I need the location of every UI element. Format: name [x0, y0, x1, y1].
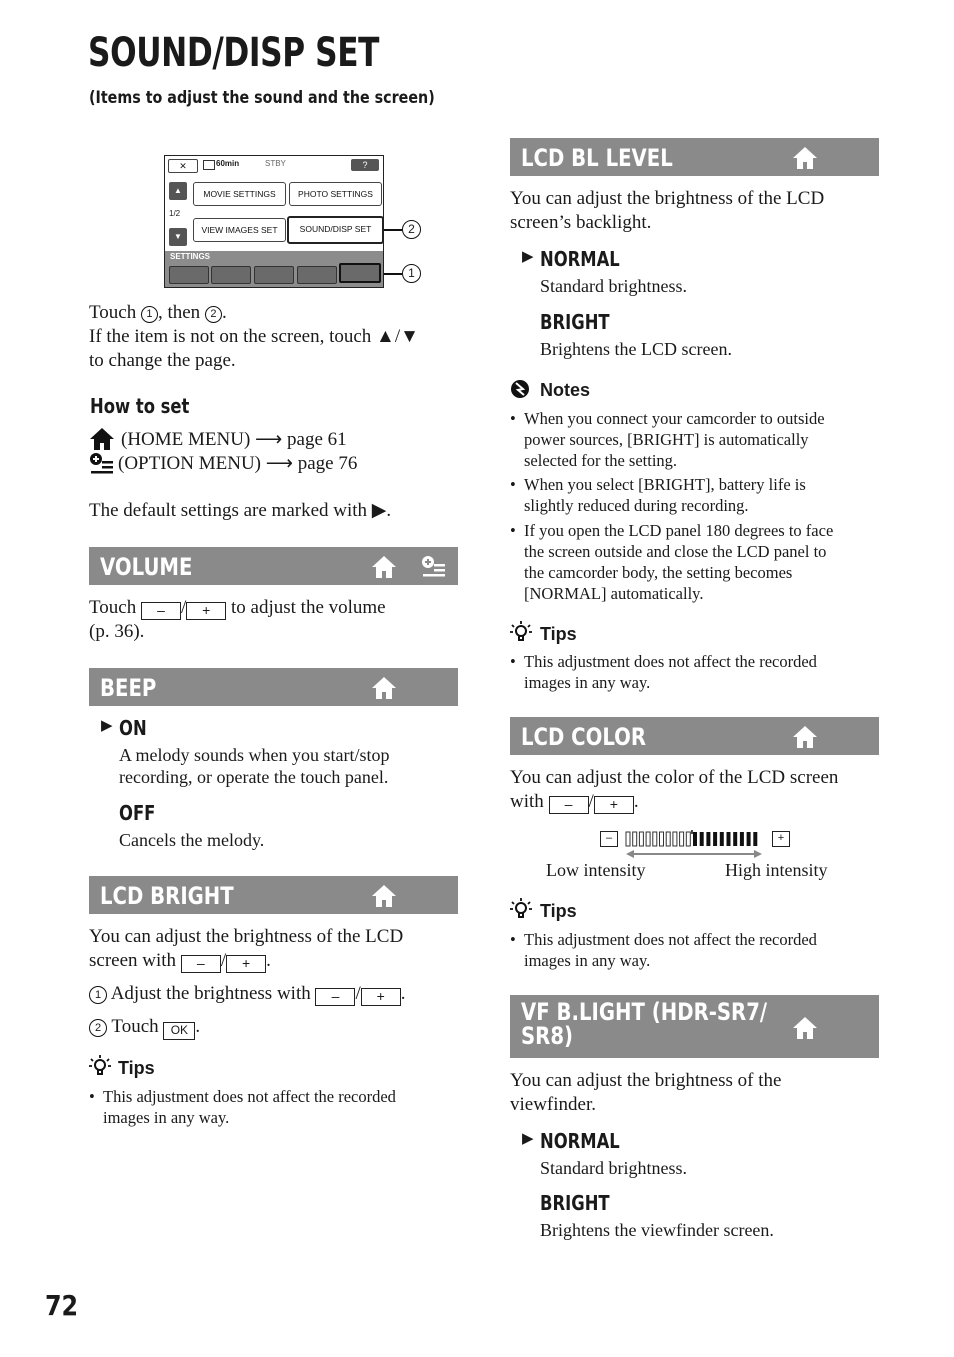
circled-2: 2 [89, 1019, 107, 1037]
callout-1: 1 [402, 264, 421, 283]
callout-2: 2 [402, 220, 421, 239]
how-to-set-heading: How to set [90, 394, 190, 418]
lcd-color-line-2: with – / + . [510, 791, 639, 812]
lcd-bl-tips-heading: Tips [540, 624, 577, 644]
lcd-screen-illustration [164, 155, 384, 288]
close-button[interactable]: ✕ [168, 159, 198, 173]
print-tab-icon[interactable] [297, 266, 337, 284]
volume-line-1: Touch – / + to adjust the volume [89, 597, 386, 618]
page-up-button[interactable]: ▲ [169, 182, 187, 200]
lcd-bl-normal-option [522, 247, 620, 271]
lcd-bl-normal-desc: Standard brightness. [540, 276, 687, 296]
double-arrow-icon [626, 850, 762, 858]
playback-tab-icon[interactable] [211, 266, 251, 284]
intensity-segment [693, 832, 697, 846]
intensity-segment [706, 832, 710, 846]
lcd-bl-level-header [510, 138, 879, 176]
beep-heading: BEEP [100, 674, 157, 702]
volume-line-2: (p. 36). [89, 621, 145, 642]
home-icon [792, 1016, 818, 1040]
lcd-bright-line-1: You can adjust the brightness of the LCD [89, 926, 404, 947]
default-marker: ▶ [522, 249, 534, 265]
notes-icon [510, 379, 530, 399]
minus-button: – [141, 602, 181, 620]
lcd-bright-step-1: 1 Adjust the brightness with – / + . [89, 982, 406, 1006]
page-indicator: 1/2 [169, 209, 181, 218]
intensity-segment [753, 832, 757, 846]
photo-settings-button[interactable]: PHOTO SETTINGS [289, 182, 382, 206]
intensity-segment [660, 832, 664, 846]
beep-on-label: ON [119, 716, 147, 740]
color-intensity-bar [624, 830, 766, 860]
intensity-segment [727, 832, 731, 846]
lcd-color-heading: LCD COLOR [521, 723, 647, 751]
note-item: • When you connect your camcorder to outside power sources, [BRIGHT] is automatically selected for the setting. [510, 409, 825, 470]
minus-button: – [315, 988, 355, 1006]
page-title: SOUND/DISP SET [88, 30, 380, 76]
ok-button: OK [163, 1022, 195, 1040]
circled-1: 1 [89, 986, 107, 1004]
lcd-bright-line-2: screen with – / + . [89, 950, 271, 971]
lightbulb-icon [510, 898, 532, 920]
intro-line-2: If the item is not on the screen, touch ▲/▼ [89, 326, 419, 347]
default-marker: ▶ [522, 1131, 534, 1147]
home-icon [792, 146, 818, 170]
vf-blight-line-1: You can adjust the brightness of the [510, 1070, 782, 1091]
color-minus-box: – [600, 831, 618, 847]
camera-tab-icon[interactable] [169, 266, 209, 284]
note-item: • If you open the LCD panel 180 degrees to face the screen outside and close the LCD panel to the camcorder body, the setting becomes [NORMAL] automatically. [510, 521, 834, 603]
home-icon [371, 676, 397, 700]
high-intensity-label: High intensity [725, 860, 828, 880]
intro-line-3: to change the page. [89, 350, 236, 371]
intensity-segment [713, 832, 717, 846]
vf-blight-heading-2: SR8) [521, 1022, 574, 1050]
note-item: • When you select [BRIGHT], battery life is slightly reduced during recording. [510, 475, 806, 515]
lcd-color-line-1: You can adjust the color of the LCD screen [510, 767, 839, 788]
intensity-segment [720, 832, 724, 846]
beep-header [89, 668, 458, 706]
vf-bright-desc: Brightens the viewfinder screen. [540, 1220, 774, 1240]
lcd-color-tip: • This adjustment does not affect the recorded images in any way. [510, 930, 817, 970]
lcd-bl-level-heading: LCD BL LEVEL [521, 144, 673, 172]
vf-bright-label: BRIGHT [540, 1191, 610, 1215]
home-icon [371, 555, 397, 579]
intensity-segment [733, 832, 737, 846]
intensity-segment [666, 832, 670, 846]
vf-normal-label: NORMAL [540, 1129, 620, 1153]
circled-1: 1 [141, 306, 158, 323]
option-menu-icon [421, 555, 447, 579]
intensity-segment [673, 832, 677, 846]
lightbulb-icon [89, 1055, 111, 1077]
minus-button: – [549, 796, 589, 814]
plus-button: + [226, 955, 266, 973]
intensity-segment [639, 832, 643, 846]
home-icon [792, 725, 818, 749]
lcd-bl-normal-label: NORMAL [540, 247, 620, 271]
vf-blight-line-2: viewfinder. [510, 1094, 597, 1115]
volume-heading: VOLUME [100, 553, 193, 581]
intensity-segment [626, 832, 630, 846]
circled-2: 2 [205, 306, 222, 323]
intro-touch-line: Touch 1 , then 2 . [89, 302, 227, 323]
battery-icon [203, 160, 215, 170]
home-icon [371, 884, 397, 908]
color-plus-box: + [772, 831, 790, 847]
notes-heading: Notes [540, 380, 591, 400]
lcd-bright-header [89, 876, 458, 914]
battery-remaining: 60min [216, 159, 240, 168]
intensity-segment [747, 832, 751, 846]
vf-blight-header [510, 995, 879, 1058]
vf-normal-desc: Standard brightness. [540, 1158, 687, 1178]
callout-line-2 [384, 229, 402, 231]
home-menu-ref: (HOME MENU) ⟶ page 61 [121, 429, 347, 450]
sound-disp-set-button[interactable]: SOUND/DISP SET [287, 216, 384, 244]
lightbulb-icon [510, 621, 532, 643]
beep-on-desc-1: A melody sounds when you start/stop [119, 745, 390, 765]
intensity-segment [700, 832, 704, 846]
page-number: 72 [45, 1289, 79, 1322]
intensity-segment [633, 832, 637, 846]
lcd-bl-line-2: screen’s backlight. [510, 212, 652, 233]
status-label: STBY [265, 159, 286, 168]
home-icon [89, 427, 115, 451]
lcd-bright-step-2: 2 Touch OK . [89, 1015, 200, 1040]
default-marker: ▶ [101, 718, 113, 734]
vf-blight-heading-1: VF B.LIGHT (HDR-SR7/ [521, 998, 768, 1026]
lcd-bl-tip: • This adjustment does not affect the recorded images in any way. [510, 652, 817, 692]
option-menu-ref: (OPTION MENU) ⟶ page 76 [118, 453, 358, 474]
lcd-bl-line-1: You can adjust the brightness of the LCD [510, 188, 825, 209]
beep-off-desc: Cancels the melody. [119, 830, 265, 850]
intensity-segment [653, 832, 657, 846]
vf-normal-option [522, 1129, 620, 1153]
option-menu-icon [89, 452, 115, 476]
lcd-color-tips-heading: Tips [540, 901, 577, 921]
default-note: The default settings are marked with ▶. [89, 500, 392, 521]
callout-line-1 [384, 273, 402, 275]
low-intensity-label: Low intensity [546, 860, 646, 880]
view-images-set-button[interactable]: VIEW IMAGES SET [193, 218, 286, 242]
intensity-segment [740, 832, 744, 846]
beep-on-option [101, 716, 147, 740]
lcd-bright-tip: • This adjustment does not affect the recorded images in any way. [89, 1087, 396, 1127]
minus-button: – [181, 955, 221, 973]
intensity-segment [646, 832, 650, 846]
lcd-bl-bright-label: BRIGHT [540, 310, 610, 334]
lcd-bl-bright-desc: Brightens the LCD screen. [540, 339, 732, 359]
lcd-color-header [510, 717, 879, 755]
plus-button: + [361, 988, 401, 1006]
plus-button: + [186, 602, 226, 620]
intensity-segment [686, 832, 690, 846]
settings-tab-icon[interactable] [339, 263, 381, 283]
volume-header [89, 547, 458, 585]
beep-on-desc-2: recording, or operate the touch panel. [119, 767, 389, 787]
plus-button: + [594, 796, 634, 814]
page-subtitle: (Items to adjust the sound and the screen) [89, 88, 435, 108]
beep-off-label: OFF [119, 801, 156, 825]
page-down-button[interactable]: ▼ [169, 228, 187, 246]
intensity-segment [680, 832, 684, 846]
tab-bar-label: SETTINGS [170, 252, 211, 261]
movie-settings-button[interactable]: MOVIE SETTINGS [193, 182, 286, 206]
lcd-bright-tips-heading: Tips [118, 1058, 155, 1078]
lcd-bright-heading: LCD BRIGHT [100, 882, 234, 910]
list-tab-icon[interactable] [254, 266, 294, 284]
help-button[interactable]: ? [351, 159, 379, 171]
